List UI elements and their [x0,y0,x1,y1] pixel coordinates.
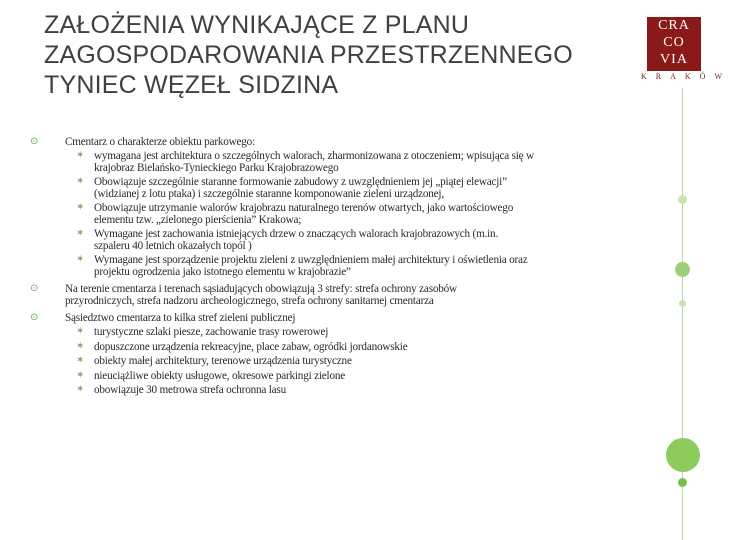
sub-bullet-icon: ✶ [76,326,85,337]
decorative-circle [675,262,690,277]
title-line: ZAGOSPODAROWANIA PRZESTRZENNEGO [44,41,573,69]
logo-text-line: CRA [658,18,690,33]
cracovia-logo [641,17,731,85]
sub-bullet-icon: ✶ [76,150,85,161]
sub-bullet-text: Obowiązuje szczególnie staranne formowanie zabudowy z uwzględnieniem jej „piątej elewacji” [94,176,507,188]
decorative-vertical-line [682,88,683,540]
logo-text-line: CO [663,35,685,50]
decorative-circle [666,438,700,472]
sub-bullet-text: Wymagane jest sporządzenie projektu zieleni z uwzględnieniem małej architektury i oświetlenia oraz [94,254,528,266]
sub-bullet-text: wymagana jest architektura o szczególnych walorach, zharmonizowana z otoczeniem; wpisująca się w [94,150,534,162]
bullet-icon: ⊙ [30,136,39,147]
decorative-circle [679,300,686,307]
sub-bullet-text: (widzianej z lotu ptaka) i szczególnie staranne komponowanie zieleni urządzonej, [94,188,444,200]
decorative-circle [678,478,687,487]
bullet-text: Sąsiedztwo cmentarza to kilka stref zieleni publicznej [65,312,296,324]
decorative-circle [678,195,687,204]
sub-bullet-icon: ✶ [76,176,85,187]
sub-bullet-text: Wymagane jest zachowania istniejących drzew o znaczących walorach krajobrazowych (m.in. [94,228,499,240]
logo-text-line: VIA [660,52,688,67]
sub-bullet-text: szpaleru 40 letnich okazałych topól ) [94,240,252,252]
sub-bullet-text: Obowiązuje utrzymanie walorów krajobrazu naturalnego terenów otwartych, jako wartościowego [94,202,514,214]
bullet-text: Na terenie cmentarza i terenach sąsiadujących obowiązują 3 strefy: strefa ochrony zasobów [65,283,457,295]
title-line: TYNIEC WĘZEŁ SIDZINA [44,71,339,99]
sub-bullet-icon: ✶ [76,355,85,366]
sub-bullet-icon: ✶ [76,341,85,352]
bullet-icon: ⊙ [30,283,39,294]
slide-title [44,10,624,100]
sub-bullet-text: obiekty małej architektury, terenowe urządzenia turystyczne [94,355,352,367]
sub-bullet-icon: ✶ [76,228,85,239]
logo-subtitle: KRAKÓW [641,72,731,81]
sub-bullet-icon: ✶ [76,202,85,213]
logo-emblem [647,17,701,71]
title-line: ZAŁOŻENIA WYNIKAJĄCE Z PLANU [44,11,470,39]
sub-bullet-text: nieuciążliwe obiekty usługowe, okresowe parkingi zielone [94,370,346,382]
sub-bullet-icon: ✶ [76,254,85,265]
sub-bullet-text: elementu tzw. „zielonego pierścienia” Krakowa; [94,214,302,226]
bullet-icon: ⊙ [30,312,39,323]
sub-bullet-text: turystyczne szlaki piesze, zachowanie trasy rowerowej [94,326,329,338]
sub-bullet-text: dopuszczone urządzenia rekreacyjne, place zabaw, ogródki jordanowskie [94,341,408,353]
bullet-text: Cmentarz o charakterze obiektu parkowego: [65,136,255,148]
bullet-text: przyrodniczych, strefa nadzoru archeologicznego, strefa ochrony sanitarnej cmentarza [65,295,434,307]
sub-bullet-text: krajobraz Bielańsko-Tynieckiego Parku Krajobrazowego [94,162,339,174]
sub-bullet-text: projektu ogrodzenia jako istotnego elementu w krajobrazie” [94,266,351,278]
sub-bullet-text: obowiązuje 30 metrowa strefa ochronna lasu [94,384,286,396]
sub-bullet-icon: ✶ [76,384,85,395]
sub-bullet-icon: ✶ [76,370,85,381]
